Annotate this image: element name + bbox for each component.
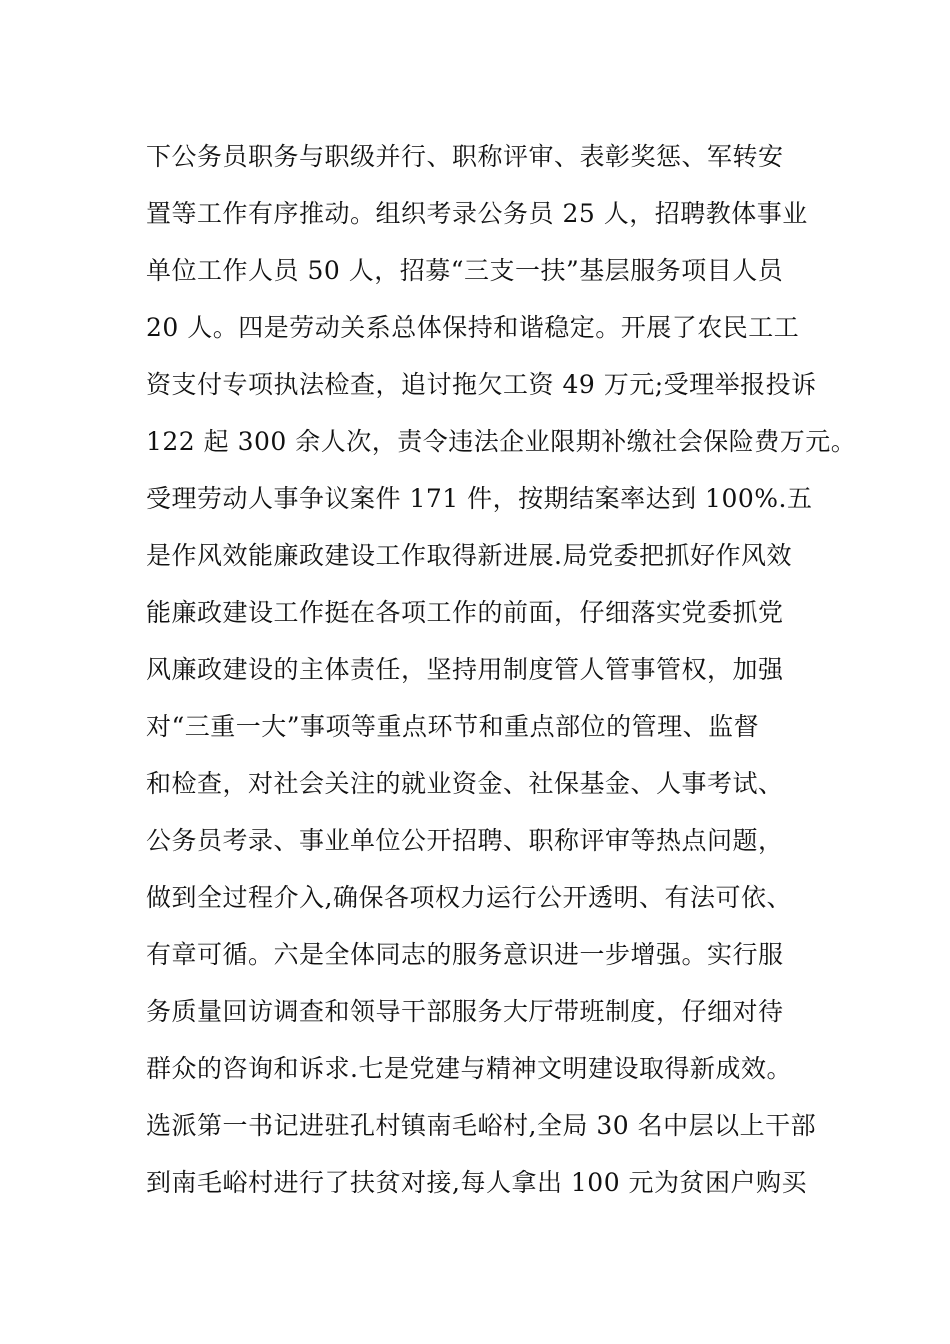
text-line-13: 公务员考录、事业单位公开招聘、职称评审等热点问题， <box>146 826 784 855</box>
text-line-6: 122 起 300 余人次，责令违法企业限期补缴社会保险费万元。 <box>146 427 857 456</box>
text-line-8: 是作风效能廉政建设工作取得新进展.局党委把抓好作风效 <box>146 541 792 570</box>
text-line-10: 风廉政建设的主体责任，坚持用制度管人管事管权，加强 <box>146 655 784 684</box>
text-line-1: 下公务员职务与职级并行、职称评审、表彰奖惩、军转安 <box>146 142 784 171</box>
text-line-7: 受理劳动人事争议案件 171 件，按期结案率达到 100%.五 <box>146 484 813 513</box>
text-line-16: 务质量回访调查和领导干部服务大厅带班制度，仔细对待 <box>146 997 784 1026</box>
document-body-text <box>146 128 857 1211</box>
text-line-15: 有章可循。六是全体同志的服务意识进一步增强。实行服 <box>146 940 784 969</box>
text-line-4: 20 人。四是劳动关系总体保持和谐稳定。开展了农民工工 <box>146 313 800 342</box>
text-line-11: 对“三重一大”事项等重点环节和重点部位的管理、监督 <box>146 712 760 741</box>
text-line-14: 做到全过程介入,确保各项权力运行公开透明、有法可依、 <box>146 883 792 912</box>
text-line-19: 到南毛峪村进行了扶贫对接,每人拿出 100 元为贫困户购买 <box>146 1168 808 1197</box>
text-line-9: 能廉政建设工作挺在各项工作的前面，仔细落实党委抓党 <box>146 598 784 627</box>
text-line-12: 和检查，对社会关注的就业资金、社保基金、人事考试、 <box>146 769 784 798</box>
text-line-5: 资支付专项执法检查，追讨拖欠工资 49 万元;受理举报投诉 <box>146 370 817 399</box>
text-line-2: 置等工作有序推动。组织考录公务员 25 人，招聘教体事业 <box>146 199 808 228</box>
text-line-17: 群众的咨询和诉求.七是党建与精神文明建设取得新成效。 <box>146 1054 792 1083</box>
text-line-3: 单位工作人员 50 人，招募“三支一扶”基层服务项目人员 <box>146 256 784 285</box>
text-line-18: 选派第一书记进驻孔村镇南毛峪村,全局 30 名中层以上干部 <box>146 1111 817 1140</box>
